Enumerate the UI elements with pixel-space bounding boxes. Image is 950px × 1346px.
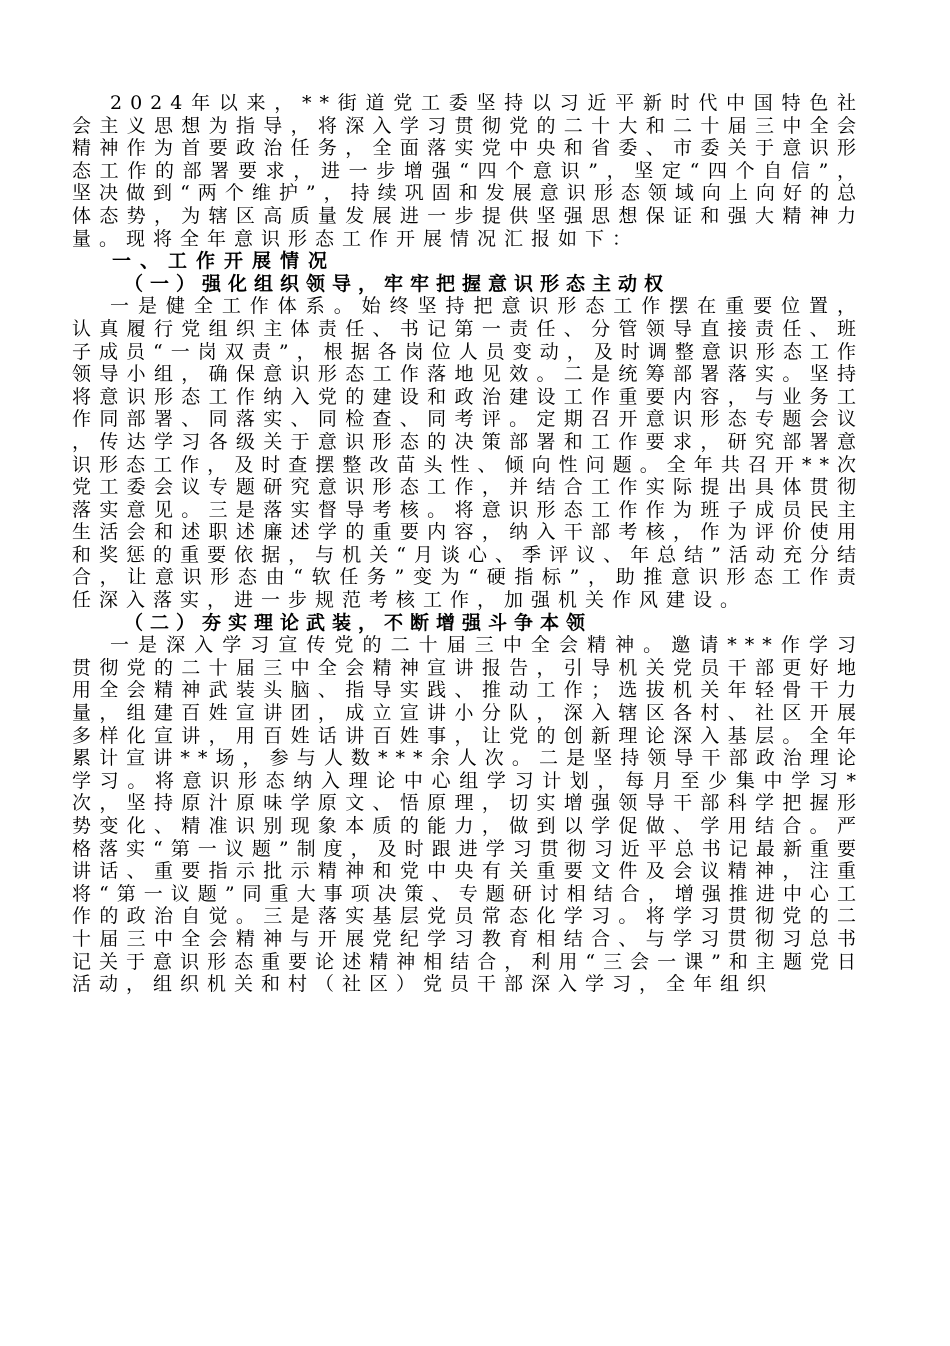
intro-paragraph: 2024年以来，**街道党工委坚持以习近平新时代中国特色社会主义思想为指导，将深入学习贯彻党的二十大和二十届三中全会精神作为首要政治任务，全面落实党中央和省委、市委关于意识形态工作的部署要求，进一步增强“四个意识”，坚定“四个自信”，坚决做到“两个维护”，持续巩固和发展意识形态领域向上向好的总体态势，为辖区高质量发展进一步提供坚强思想保证和强大精神力量。现将全年意识形态工作开展情况汇报如下：: [72, 92, 864, 250]
document-body: [72, 92, 864, 996]
theory-paragraph: 一是深入学习宣传党的二十届三中全会精神。邀请***作学习贯彻党的二十届三中全会精神宣讲报告，引导机关党员干部更好地用全会精神武装头脑、指导实践、推动工作；选拔机关年轻骨干力量，组建百姓宣讲团，成立宣讲小分队，深入辖区各村、社区开展多样化宣讲，用百姓话讲百姓事，让党的创新理论深入基层。全年累计宣讲**场，参与人数***余人次。二是坚持领导干部政治理论学习。将意识形态纳入理论中心组学习计划，每月至少集中学习*次，坚持原汁原味学原文、悟原理，切实增强领导干部科学把握形势变化、精准识别现象本质的能力，做到以学促做、学用结合。严格落实“第一议题”制度，及时跟进学习贯彻习近平总书记最新重要讲话、重要指示批示精神和党中央有关重要文件及会议精神，注重将“第一议题”同重大事项决策、专题研讨相结合，增强推进中心工作的政治自觉。三是落实基层党员常态化学习。将学习贯彻党的二十届三中全会精神与开展党纪学习教育相结合、与学习贯彻习总书记关于意识形态重要论述精神相结合，利用“三会一课”和主题党日活动，组织机关和村（社区）党员干部深入学习，全年组织: [72, 634, 864, 996]
section-heading-work-status: 一、工作开展情况: [112, 250, 337, 273]
subsection-heading-organization: （一）强化组织领导，牢牢把握意识形态主动权: [124, 272, 671, 295]
organization-paragraph: 一是健全工作体系。始终坚持把意识形态工作摆在重要位置，认真履行党组织主体责任、书记第一责任、分管领导直接责任、班子成员“一岗双责”，根据各岗位人员变动，及时调整意识形态工作领导小组，确保意识形态工作落地见效。二是统筹部署落实。坚持将意识形态工作纳入党的建设和政治建设工作重要内容，与业务工作同部署、同落实、同检查、同考评。定期召开意识形态专题会议，传达学习各级关于意识形态的决策部署和工作要求，研究部署意识形态工作，及时查摆整改苗头性、倾向性问题。全年共召开**次党工委会议专题研究意识形态工作，并结合工作实际提出具体贯彻落实意见。三是落实督导考核。将意识形态工作作为班子成员民主生活会和述职述廉述学的重要内容，纳入干部考核，作为评价使用和奖惩的重要依据，与机关“月谈心、季评议、年总结”活动充分结合，让意识形态由“软任务”变为“硬指标”，助推意识形态工作责任深入落实，进一步规范考核工作，加强机关作风建设。: [72, 295, 864, 612]
subsection-heading-theory: （二）夯实理论武装，不断增强斗争本领: [124, 611, 593, 634]
